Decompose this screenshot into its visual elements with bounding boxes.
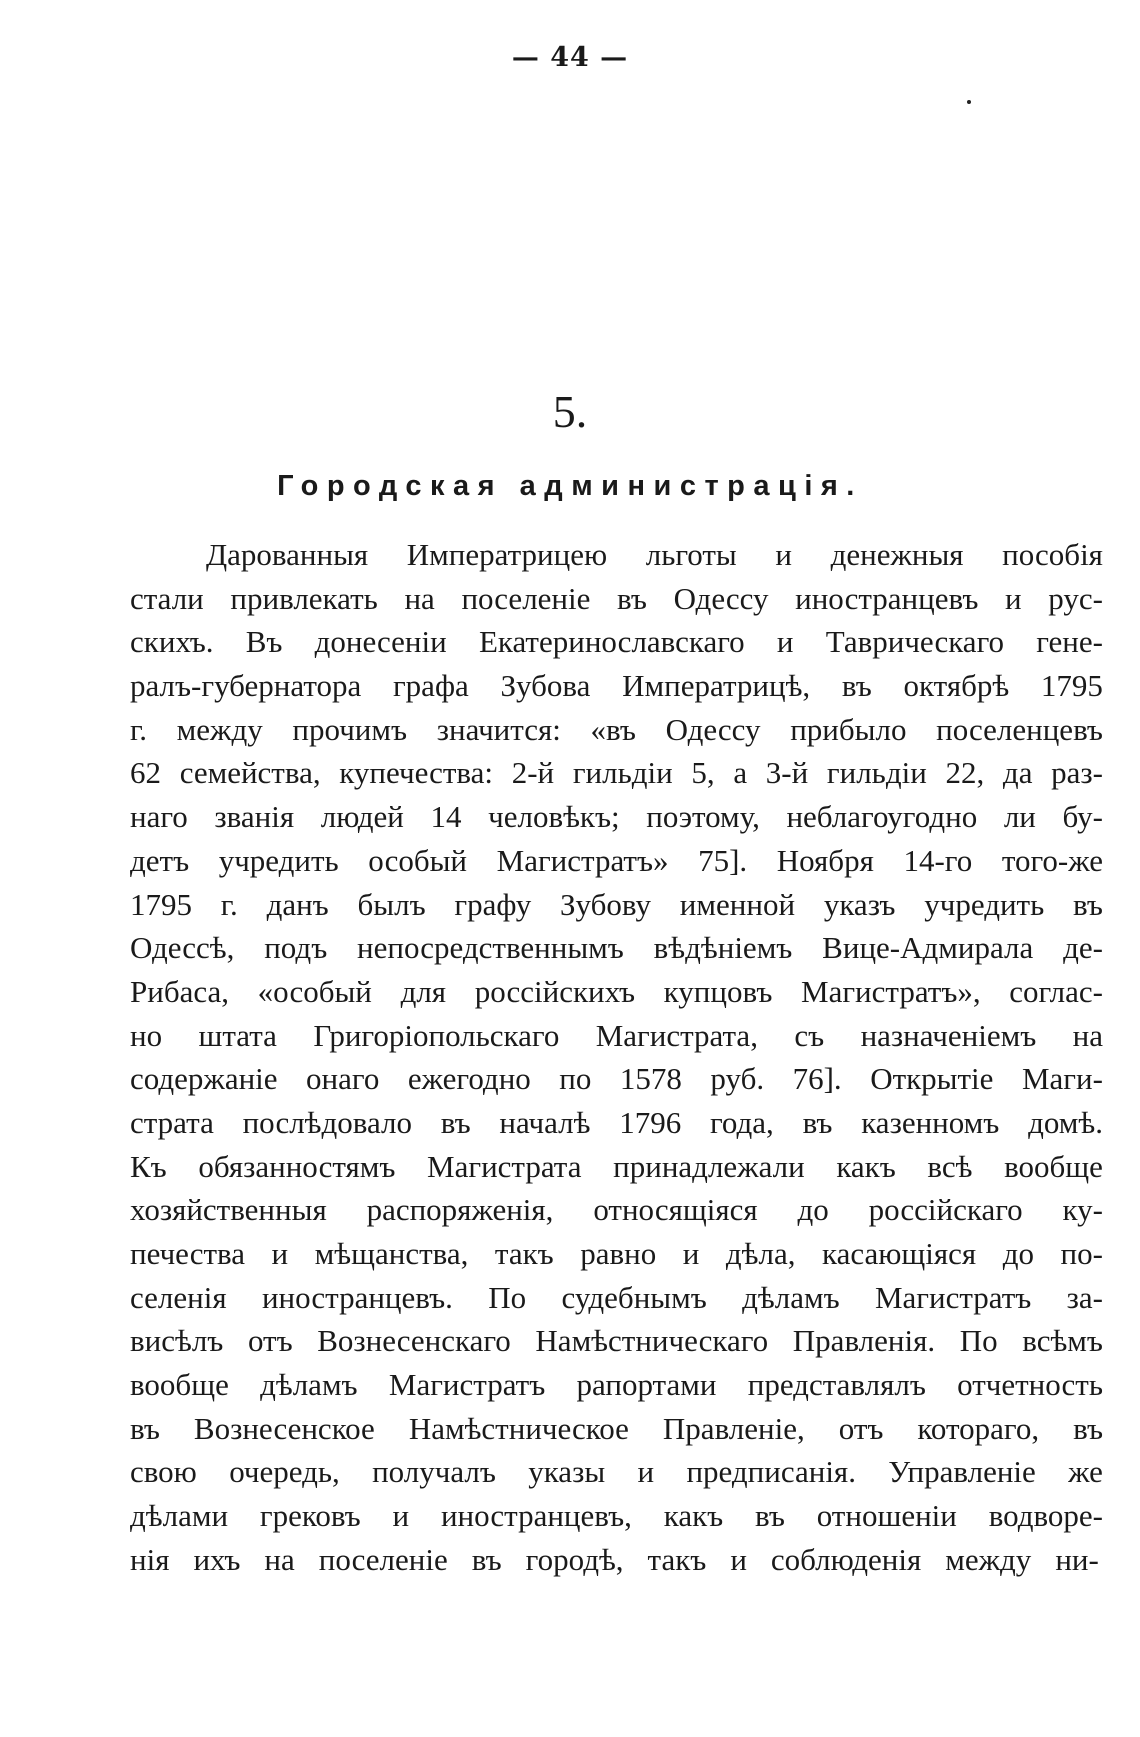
speck — [967, 100, 971, 104]
word: Магистрата, — [595, 1017, 758, 1053]
text-line — [130, 1363, 1103, 1407]
word: но — [130, 1017, 163, 1053]
word: пособія — [1002, 537, 1103, 572]
word: дѣламъ — [742, 1279, 840, 1315]
word: относящіяся — [593, 1192, 758, 1228]
word: наго — [130, 799, 188, 835]
word: того-же — [1001, 842, 1103, 878]
word: Магистратъ — [388, 1367, 546, 1403]
word: 14-го — [903, 842, 973, 878]
word: подъ — [264, 930, 328, 966]
word: указъ — [823, 886, 896, 922]
section-title: Городская администрація. — [277, 470, 863, 502]
word: равно — [580, 1236, 657, 1271]
word: и — [637, 1454, 655, 1490]
word: поселенцевъ — [936, 711, 1103, 747]
word: россійскихъ — [474, 973, 635, 1009]
word: Открытіе — [870, 1061, 994, 1097]
word: грековъ — [259, 1498, 361, 1534]
word: и — [1005, 580, 1022, 616]
text-line — [130, 1538, 1103, 1582]
word: касающіяся — [822, 1236, 977, 1271]
word: 22, — [945, 755, 985, 791]
word: Одессу — [673, 580, 769, 616]
section-number: 5. — [552, 386, 588, 437]
word: графу — [454, 886, 532, 922]
text-line — [130, 1145, 1103, 1189]
text-line — [130, 1407, 1103, 1451]
word: де- — [1063, 930, 1103, 966]
word: отъ — [247, 1323, 293, 1359]
word: 1796 — [619, 1104, 682, 1140]
word: отчетность — [957, 1367, 1103, 1403]
word: бу- — [1062, 799, 1103, 835]
word: 3-й — [765, 755, 809, 791]
word: соглас- — [1009, 973, 1103, 1009]
word: на — [264, 1541, 295, 1577]
word: поселеніе — [318, 1541, 448, 1577]
word: ралъ-губернатора — [130, 668, 362, 704]
word: Императрицѣ, — [622, 668, 811, 704]
word: соблюденія — [770, 1541, 922, 1577]
word: отношеніи — [816, 1498, 957, 1534]
word: 1578 — [619, 1061, 682, 1097]
word: всѣ — [927, 1148, 973, 1184]
word: дѣлами — [130, 1498, 229, 1534]
word: висѣлъ — [130, 1323, 224, 1359]
word: По — [959, 1323, 998, 1359]
word: штата — [198, 1017, 277, 1053]
word: графа — [392, 668, 469, 704]
word: 14 — [430, 799, 462, 835]
word: рус- — [1048, 580, 1103, 616]
word: на — [404, 580, 435, 616]
word: для — [400, 973, 447, 1009]
word: 1795 — [1040, 668, 1103, 704]
word: ежегодно — [407, 1061, 531, 1097]
word: непосредственнымъ — [357, 930, 624, 966]
word: Григоріопольскаго — [313, 1017, 560, 1053]
word: Императрицею — [406, 537, 608, 572]
word: прочимъ — [292, 711, 408, 747]
word: началѣ — [499, 1104, 591, 1140]
text-line — [130, 1494, 1103, 1538]
word: Зубова — [500, 668, 591, 704]
word: въ — [617, 580, 647, 616]
word: такъ — [647, 1541, 707, 1577]
word: Дарованныя — [206, 537, 369, 572]
text-line — [130, 926, 1103, 970]
word: и — [776, 624, 794, 660]
word: онаго — [306, 1061, 380, 1097]
word: учредить — [924, 886, 1045, 922]
text-line — [130, 1014, 1103, 1058]
word: Магистрата — [427, 1148, 582, 1184]
word: указы — [528, 1454, 606, 1490]
word: и — [775, 537, 792, 572]
word: а — [733, 755, 748, 791]
word: иностранцевъ, — [440, 1498, 632, 1534]
word: печества — [130, 1236, 245, 1271]
word: между — [176, 711, 263, 747]
word: въ — [1073, 886, 1103, 922]
word: послѣдовало — [242, 1104, 413, 1140]
text-line — [130, 1188, 1103, 1232]
word: россійскаго — [868, 1192, 1023, 1228]
word: да — [1002, 755, 1033, 791]
text-line — [130, 751, 1103, 795]
word: водворе- — [988, 1498, 1103, 1534]
word: отъ — [838, 1410, 884, 1446]
word: Ноября — [776, 842, 874, 878]
word: по — [559, 1061, 592, 1097]
word: года, — [709, 1104, 774, 1140]
word: и — [271, 1236, 289, 1271]
word: 62 — [130, 755, 161, 791]
word: содержаніе — [130, 1061, 278, 1097]
word: какъ — [836, 1148, 896, 1184]
word: до — [797, 1192, 829, 1228]
text-line — [130, 795, 1103, 839]
word: званія — [214, 799, 295, 835]
word: купечества: — [339, 755, 494, 791]
word: Маги- — [1021, 1061, 1103, 1097]
word: представлялъ — [747, 1367, 926, 1403]
word: принадлежали — [613, 1148, 805, 1184]
word: Вице-Адмирала — [822, 930, 1034, 966]
word: особый — [368, 842, 468, 878]
word: гильдіи — [826, 755, 927, 791]
text-line — [130, 1101, 1103, 1145]
word: льготы — [645, 537, 737, 572]
word: г. — [220, 886, 238, 922]
word: скихъ. — [130, 624, 214, 660]
word: Магистратъ — [874, 1279, 1032, 1315]
word: въ — [841, 668, 872, 704]
word: людей — [320, 799, 404, 835]
word: Вознесенское — [193, 1410, 375, 1446]
word: денежныя — [830, 537, 964, 572]
word: поэтому, — [646, 799, 760, 835]
word: Екатеринославскаго — [478, 624, 745, 660]
text-line — [130, 970, 1103, 1014]
word: привлекать — [230, 580, 378, 616]
word: мѣщанства, — [314, 1236, 469, 1271]
text-line — [130, 1319, 1103, 1363]
word: такъ — [494, 1236, 554, 1271]
word: въ — [1073, 1410, 1103, 1446]
word: въ — [440, 1104, 471, 1140]
text-line — [130, 620, 1103, 664]
page-number: — 44 — — [511, 42, 629, 73]
word: и — [682, 1236, 700, 1271]
word: Къ — [130, 1148, 167, 1184]
word: дѣла, — [725, 1236, 796, 1271]
word: въ — [471, 1541, 502, 1577]
word: казенномъ — [861, 1104, 1000, 1140]
word: получалъ — [372, 1454, 496, 1490]
word: Вознесенскаго — [317, 1323, 511, 1359]
word: Правленія. — [792, 1323, 936, 1359]
word: на — [1072, 1017, 1103, 1053]
body-text — [130, 533, 1103, 1582]
word: По — [488, 1279, 527, 1315]
word: «особый — [257, 973, 372, 1009]
word: свою — [130, 1454, 197, 1490]
word: вообще — [130, 1367, 229, 1403]
text-line — [130, 708, 1103, 752]
word: за- — [1066, 1279, 1103, 1315]
word: очередь, — [229, 1454, 340, 1490]
word: хозяйственныя — [130, 1192, 327, 1228]
word: 75]. — [698, 842, 748, 878]
word: Зубову — [560, 886, 651, 922]
word: въ — [802, 1104, 833, 1140]
word: страта — [130, 1104, 214, 1140]
word: значится: — [436, 711, 561, 747]
word: Управленіе — [888, 1454, 1036, 1490]
word: судебнымъ — [561, 1279, 707, 1315]
word: ихъ — [193, 1541, 241, 1577]
word: какъ — [663, 1498, 724, 1534]
word: Магистратъ», — [801, 973, 981, 1009]
word: гене- — [1036, 624, 1103, 660]
text-line — [130, 1232, 1103, 1276]
word: въ — [755, 1498, 785, 1534]
word: поселеніе — [461, 580, 591, 616]
word: руб. — [710, 1061, 765, 1097]
word: ли — [1003, 799, 1036, 835]
word: донесеніи — [314, 624, 447, 660]
word: съ — [794, 1017, 825, 1053]
word: неблагоугодно — [786, 799, 978, 835]
word: иностранцевъ. — [261, 1279, 453, 1315]
text-line — [130, 883, 1103, 927]
text-line — [130, 1057, 1103, 1101]
word: Магистратъ» — [496, 842, 669, 878]
word: человѣкъ; — [488, 799, 620, 835]
word: данъ — [266, 886, 329, 922]
word: городѣ, — [525, 1541, 624, 1577]
word: стали — [130, 580, 204, 616]
word: рапортами — [576, 1367, 717, 1403]
word: 5, — [691, 755, 715, 791]
word: былъ — [357, 886, 426, 922]
word: Правленіе, — [662, 1410, 805, 1446]
word: домѣ. — [1028, 1104, 1103, 1140]
word: до — [1002, 1236, 1034, 1271]
word: гильдіи — [572, 755, 673, 791]
word: октябрѣ — [903, 668, 1010, 704]
word: г. — [130, 711, 147, 747]
text-line — [130, 1276, 1103, 1320]
word: дѣламъ — [260, 1367, 358, 1403]
word: купцовъ — [663, 973, 773, 1009]
word: иностранцевъ — [795, 580, 979, 616]
word: вообще — [1004, 1148, 1103, 1184]
word: Въ — [245, 624, 283, 660]
text-line — [130, 664, 1103, 708]
word: же — [1068, 1454, 1103, 1490]
word: «въ — [590, 711, 636, 747]
word: по- — [1060, 1236, 1103, 1271]
text-line — [130, 1450, 1103, 1494]
word: предписанія. — [686, 1454, 856, 1490]
word: ни- — [1055, 1541, 1099, 1577]
word: и — [392, 1498, 410, 1534]
word: назначеніемъ — [860, 1017, 1037, 1053]
word: раз- — [1051, 755, 1103, 791]
word: Одессу — [665, 711, 761, 747]
text-line — [130, 839, 1103, 883]
word: именной — [679, 886, 796, 922]
word: семейства, — [179, 755, 321, 791]
word: вѣдѣніемъ — [653, 930, 793, 966]
word: учредить — [218, 842, 339, 878]
word: распоряженія, — [366, 1192, 554, 1228]
text-line — [130, 533, 1103, 577]
word: обязанностямъ — [198, 1148, 396, 1184]
word: ку- — [1062, 1192, 1103, 1228]
text-line — [130, 577, 1103, 621]
word: 76]. — [792, 1061, 842, 1097]
word: въ — [130, 1410, 160, 1446]
word: между — [945, 1541, 1032, 1577]
word: котораго, — [917, 1410, 1040, 1446]
word: 1795 — [130, 886, 192, 922]
word: детъ — [130, 842, 190, 878]
word: Одессѣ, — [130, 930, 235, 966]
word: всѣмъ — [1022, 1323, 1103, 1359]
word: нія — [130, 1541, 170, 1577]
word: и — [730, 1541, 747, 1577]
word: Таврическаго — [825, 624, 1005, 660]
word: Рибаса, — [130, 973, 230, 1009]
word: 2-й — [511, 755, 555, 791]
word: Намѣстническаго — [535, 1323, 769, 1359]
word: прибыло — [790, 711, 907, 747]
word: Намѣстническое — [408, 1410, 629, 1446]
word: селенія — [130, 1279, 227, 1315]
